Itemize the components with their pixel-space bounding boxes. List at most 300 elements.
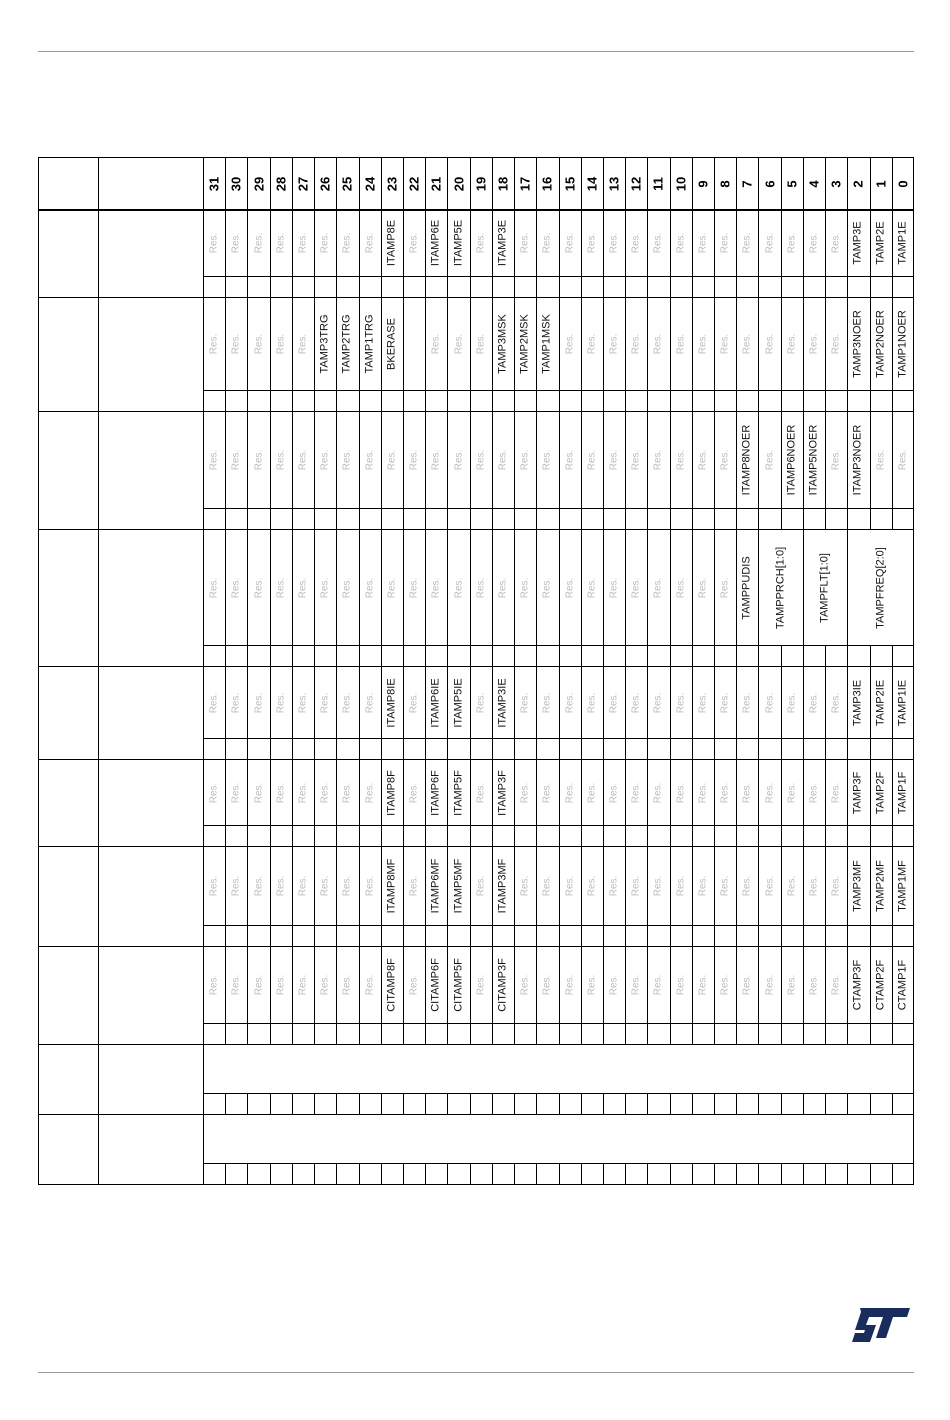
bit-number-5: 5: [784, 179, 800, 188]
reserved-bit: Res.: [764, 974, 776, 996]
reserved-bit: Res.: [586, 577, 598, 598]
field-tamp3trg: TAMP3TRG: [318, 314, 331, 374]
field-divider: [336, 298, 337, 390]
reset-cell-divider: [292, 738, 293, 760]
reserved-bit: Res.: [675, 692, 687, 713]
reset-cell-divider: [647, 825, 648, 847]
field-divider: [514, 947, 515, 1023]
reserved-bit: Res.: [630, 232, 642, 254]
field-divider: [603, 412, 604, 508]
reset-cell-divider: [692, 1163, 693, 1185]
reset-cell-divider: [847, 645, 848, 667]
field-divider: [492, 412, 493, 508]
field-divider: [581, 530, 582, 645]
reset-cell-divider: [514, 508, 515, 530]
reset-cell-divider: [381, 925, 382, 947]
reset-cell-divider: [625, 1163, 626, 1185]
reset-cell-divider: [359, 1093, 360, 1115]
section-divider: [38, 1044, 914, 1045]
reset-cell-divider: [359, 925, 360, 947]
reserved-bit: Res.: [297, 875, 309, 897]
field-divider: [670, 412, 671, 508]
reserved-bit: Res.: [408, 449, 420, 471]
field-divider: [559, 847, 560, 925]
field-divider: [559, 947, 560, 1023]
reserved-bit: Res.: [341, 449, 353, 471]
reset-cell-divider: [825, 1163, 826, 1185]
reset-cell-divider: [381, 1023, 382, 1045]
reserved-bit: Res.: [453, 577, 465, 598]
reserved-bit: Res.: [764, 449, 776, 471]
reset-cell-divider: [581, 1023, 582, 1045]
reset-cell-divider: [336, 738, 337, 760]
field-divider: [692, 947, 693, 1023]
reserved-bit: Res.: [408, 577, 420, 598]
reset-cell-divider: [336, 508, 337, 530]
reset-cell-divider: [736, 645, 737, 667]
field-tamp1msk: TAMP1MSK: [540, 314, 553, 374]
reserved-bit: Res.: [697, 577, 709, 598]
reserved-bit: Res.: [230, 974, 242, 996]
reserved-bit: Res.: [608, 875, 620, 897]
reset-cell-divider: [714, 390, 715, 412]
field-divider: [536, 412, 537, 508]
field-divider: [247, 210, 248, 276]
field-divider: [736, 530, 737, 645]
field-divider: [514, 210, 515, 276]
reserved-bit: Res.: [230, 692, 242, 713]
section-divider: [38, 529, 914, 530]
field-itamp8ie: ITAMP8IE: [385, 677, 398, 728]
reserved-bit: Res.: [230, 232, 242, 254]
bit-number-14: 14: [584, 176, 600, 191]
reset-cell-divider: [314, 1163, 315, 1185]
reset-cell-divider: [847, 1093, 848, 1115]
reserved-bit: Res.: [230, 449, 242, 471]
reset-cell-divider: [603, 645, 604, 667]
reset-cell-divider: [270, 925, 271, 947]
reset-cell-divider: [225, 508, 226, 530]
field-divider: [581, 210, 582, 276]
field-divider: [692, 667, 693, 738]
reserved-bit: Res.: [786, 782, 798, 803]
reserved-bit: Res.: [675, 875, 687, 897]
field-divider: [470, 412, 471, 508]
field-tamp2msk: TAMP2MSK: [518, 314, 531, 374]
bit-col-divider: [292, 157, 293, 210]
reserved-bit: Res.: [297, 449, 309, 471]
reset-cell-divider: [270, 390, 271, 412]
reserved-bit: Res.: [253, 449, 265, 471]
reset-cell-divider: [892, 825, 893, 847]
field-divider: [359, 530, 360, 645]
field-divider: [336, 210, 337, 276]
field-divider: [647, 412, 648, 508]
field-itamp8e: ITAMP8E: [385, 219, 398, 267]
reserved-bit: Res.: [741, 232, 753, 254]
reset-cell-divider: [247, 825, 248, 847]
reset-cell-divider: [781, 276, 782, 298]
reset-cell-divider: [536, 1093, 537, 1115]
field-divider: [559, 530, 560, 645]
field-divider: [514, 412, 515, 508]
field-tamp3noer: TAMP3NOER: [851, 310, 864, 378]
reset-cell-divider: [825, 276, 826, 298]
field-tamp2mf: TAMP2MF: [874, 860, 887, 912]
reset-cell-divider: [559, 276, 560, 298]
reset-cell-divider: [559, 508, 560, 530]
bit-number-7: 7: [739, 179, 755, 188]
reset-cell-divider: [825, 390, 826, 412]
field-divider: [225, 530, 226, 645]
field-divider: [225, 760, 226, 825]
field-divider: [758, 847, 759, 925]
reset-cell-divider: [692, 925, 693, 947]
field-divider: [758, 760, 759, 825]
reset-cell-divider: [292, 1093, 293, 1115]
bit-number-2: 2: [850, 179, 866, 188]
section-divider: [38, 946, 914, 947]
field-divider: [381, 530, 382, 645]
reset-cell-divider: [870, 276, 871, 298]
reset-cell-divider: [625, 825, 626, 847]
reserved-bit: Res.: [608, 232, 620, 254]
reserved-bit: Res.: [541, 232, 553, 254]
field-tamp1e: TAMP1E: [896, 221, 909, 265]
reserved-bit: Res.: [319, 692, 331, 713]
field-divider: [447, 667, 448, 738]
field-divider: [270, 667, 271, 738]
field-divider: [625, 298, 626, 390]
bit-number-19: 19: [473, 176, 489, 191]
reset-cell-divider: [559, 1163, 560, 1185]
reserved-bit: Res.: [564, 692, 576, 713]
field-divider: [381, 210, 382, 276]
reserved-bit: Res.: [719, 449, 731, 471]
reset-cell-divider: [536, 1163, 537, 1185]
field-divider: [359, 947, 360, 1023]
field-divider: [647, 667, 648, 738]
reset-cell-divider: [847, 276, 848, 298]
field-divider: [247, 530, 248, 645]
reset-cell-divider: [447, 645, 448, 667]
bit-number-13: 13: [606, 176, 622, 191]
reset-cell-divider: [714, 276, 715, 298]
reset-cell-divider: [647, 390, 648, 412]
reserved-bit: Res.: [230, 782, 242, 803]
field-divider: [647, 530, 648, 645]
bit-number-15: 15: [562, 176, 578, 191]
reserved-bit: Res.: [652, 782, 664, 803]
reset-cell-divider: [514, 645, 515, 667]
bit-number-10: 10: [673, 176, 689, 191]
section-divider: [38, 411, 914, 412]
reset-cell-divider: [225, 925, 226, 947]
field-divider: [336, 947, 337, 1023]
reserved-bit: Res.: [208, 577, 220, 598]
field-divider: [625, 847, 626, 925]
field-divider: [647, 947, 648, 1023]
reset-cell-divider: [647, 508, 648, 530]
reserved-bit: Res.: [497, 577, 509, 598]
field-divider: [492, 760, 493, 825]
reset-cell-divider: [870, 1163, 871, 1185]
field-divider: [536, 947, 537, 1023]
bit-number-6: 6: [762, 179, 778, 188]
field-divider: [403, 760, 404, 825]
field-divider: [692, 412, 693, 508]
reset-cell-divider: [247, 1093, 248, 1115]
reset-cell-divider: [758, 645, 759, 667]
reserved-bit: Res.: [208, 875, 220, 897]
reserved-bit: Res.: [786, 692, 798, 713]
reset-cell-divider: [514, 1163, 515, 1185]
reset-cell-divider: [447, 1163, 448, 1185]
field-divider: [803, 412, 804, 508]
reset-cell-divider: [314, 825, 315, 847]
field-divider: [247, 847, 248, 925]
field-itamp5noer: ITAMP5NOER: [807, 424, 820, 496]
reset-cell-divider: [403, 1093, 404, 1115]
reset-cell-divider: [336, 825, 337, 847]
reset-cell-divider: [803, 1163, 804, 1185]
reserved-bit: Res.: [786, 974, 798, 996]
reserved-bit: Res.: [319, 782, 331, 803]
bit-col-divider: [247, 157, 248, 210]
field-divider: [247, 412, 248, 508]
reserved-bit: Res.: [630, 449, 642, 471]
field-divider: [625, 210, 626, 276]
field-divider: [536, 530, 537, 645]
field-tamp3e: TAMP3E: [851, 221, 864, 265]
reset-cell-divider: [514, 925, 515, 947]
field-divider: [736, 760, 737, 825]
reset-cell-divider: [758, 1093, 759, 1115]
reserved-bit: Res.: [453, 333, 465, 355]
reserved-bit: Res.: [519, 782, 531, 803]
reserved-bit: Res.: [697, 449, 709, 471]
reset-cell-divider: [736, 1023, 737, 1045]
field-divider: [314, 412, 315, 508]
reserved-bit: Res.: [808, 782, 820, 803]
reserved-bit: Res.: [652, 875, 664, 897]
bit-number-11: 11: [650, 176, 666, 191]
reset-cell-divider: [381, 276, 382, 298]
reserved-bit: Res.: [208, 232, 220, 254]
bit-number-0: 0: [895, 179, 911, 188]
field-itamp6noer: ITAMP6NOER: [785, 424, 798, 496]
field-divider: [581, 667, 582, 738]
field-divider: [603, 667, 604, 738]
reserved-bit: Res.: [586, 232, 598, 254]
field-tampprch10: TAMPPRCH[1:0]: [774, 546, 787, 629]
reserved-bit: Res.: [897, 449, 909, 471]
reset-cell-divider: [492, 925, 493, 947]
reset-cell-divider: [225, 390, 226, 412]
reserved-bit: Res.: [586, 692, 598, 713]
reset-cell-divider: [514, 1023, 515, 1045]
section-divider: [38, 1114, 914, 1115]
reserved-bit: Res.: [564, 232, 576, 254]
reset-cell-divider: [514, 390, 515, 412]
field-tamp2f: TAMP2F: [874, 771, 887, 814]
reserved-bit: Res.: [719, 577, 731, 598]
reset-cell-divider: [270, 738, 271, 760]
reset-cell-divider: [670, 1093, 671, 1115]
field-divider: [781, 947, 782, 1023]
field-divider: [425, 947, 426, 1023]
field-divider: [847, 298, 848, 390]
reset-cell-divider: [447, 925, 448, 947]
reserved-bit: Res.: [608, 333, 620, 355]
reserved-bit: Res.: [230, 577, 242, 598]
reserved-bit: Res.: [519, 692, 531, 713]
reset-cell-divider: [758, 1023, 759, 1045]
reset-cell-divider: [447, 1023, 448, 1045]
field-divider: [847, 412, 848, 508]
bit-col-divider: [692, 157, 693, 210]
field-divider: [714, 210, 715, 276]
reset-cell-divider: [536, 508, 537, 530]
field-divider: [714, 947, 715, 1023]
reset-cell-divider: [670, 1163, 671, 1185]
field-divider: [870, 847, 871, 925]
field-divider: [225, 667, 226, 738]
field-divider: [225, 298, 226, 390]
reserved-bit: Res.: [764, 692, 776, 713]
reserved-bit: Res.: [564, 974, 576, 996]
reset-cell-divider: [803, 276, 804, 298]
reserved-bit: Res.: [297, 692, 309, 713]
bit-number-30: 30: [228, 176, 244, 191]
reset-cell-divider: [536, 925, 537, 947]
reset-cell-divider: [314, 276, 315, 298]
reset-cell-divider: [292, 390, 293, 412]
field-divider: [803, 847, 804, 925]
bit-col-divider: [559, 157, 560, 210]
reserved-bit: Res.: [808, 875, 820, 897]
reset-cell-divider: [292, 508, 293, 530]
field-divider: [403, 667, 404, 738]
field-divider: [447, 947, 448, 1023]
reserved-bit: Res.: [364, 875, 376, 897]
reserved-bit: Res.: [541, 782, 553, 803]
col-divider-offset: [98, 157, 99, 1185]
bit-col-divider: [581, 157, 582, 210]
field-divider: [359, 760, 360, 825]
reset-cell-divider: [247, 390, 248, 412]
reset-cell-divider: [714, 508, 715, 530]
reserved-bit: Res.: [319, 577, 331, 598]
reserved-bit: Res.: [764, 782, 776, 803]
reset-cell-divider: [492, 738, 493, 760]
field-divider: [381, 847, 382, 925]
reserved-bit: Res.: [675, 577, 687, 598]
field-divider: [670, 667, 671, 738]
bit-col-divider: [336, 157, 337, 210]
field-divider: [514, 530, 515, 645]
reserved-bit: Res.: [319, 974, 331, 996]
field-divider: [314, 210, 315, 276]
field-divider: [359, 210, 360, 276]
field-divider: [647, 210, 648, 276]
field-divider: [470, 530, 471, 645]
reset-cell-divider: [403, 645, 404, 667]
reset-cell-divider: [247, 738, 248, 760]
field-itamp8f: ITAMP8F: [385, 769, 398, 816]
field-divider: [803, 760, 804, 825]
field-divider: [892, 667, 893, 738]
reset-cell-divider: [270, 508, 271, 530]
reserved-bit: Res.: [830, 875, 842, 897]
field-divider: [247, 947, 248, 1023]
reset-cell-divider: [425, 645, 426, 667]
reset-cell-divider: [603, 276, 604, 298]
field-divider: [781, 667, 782, 738]
field-divider: [825, 298, 826, 390]
reset-cell-divider: [314, 738, 315, 760]
field-tamp3ie: TAMP3IE: [851, 679, 864, 726]
field-tamp2e: TAMP2E: [874, 221, 887, 265]
bit-col-divider: [225, 157, 226, 210]
reset-cell-divider: [292, 276, 293, 298]
reset-cell-divider: [381, 390, 382, 412]
field-divider: [314, 947, 315, 1023]
reset-cell-divider: [736, 390, 737, 412]
field-divider: [270, 530, 271, 645]
field-divider: [803, 530, 804, 645]
reserved-bit: Res.: [586, 875, 598, 897]
reset-cell-divider: [381, 508, 382, 530]
reset-cell-divider: [825, 925, 826, 947]
field-divider: [870, 210, 871, 276]
reset-cell-divider: [625, 1023, 626, 1045]
field-divider: [847, 530, 848, 645]
field-divider: [670, 947, 671, 1023]
reset-cell-divider: [470, 276, 471, 298]
reset-cell-divider: [736, 925, 737, 947]
field-divider: [625, 760, 626, 825]
field-divider: [559, 412, 560, 508]
reset-cell-divider: [470, 1023, 471, 1045]
reserved-bit: Res.: [741, 692, 753, 713]
field-divider: [825, 210, 826, 276]
field-divider: [870, 298, 871, 390]
field-itamp6e: ITAMP6E: [429, 219, 442, 267]
reserved-bit: Res.: [786, 333, 798, 355]
reserved-bit: Res.: [253, 875, 265, 897]
field-divider: [359, 667, 360, 738]
field-divider: [359, 412, 360, 508]
bit-col-divider: [270, 157, 271, 210]
reserved-bit: Res.: [764, 875, 776, 897]
reserved-bit: Res.: [719, 232, 731, 254]
reset-cell-divider: [425, 390, 426, 412]
reserved-bit: Res.: [697, 782, 709, 803]
reset-cell-divider: [670, 1023, 671, 1045]
field-citamp8f: CITAMP8F: [385, 958, 398, 1012]
reset-cell-divider: [870, 738, 871, 760]
reset-cell-divider: [492, 645, 493, 667]
reserved-bit: Res.: [475, 692, 487, 713]
reset-cell-divider: [603, 825, 604, 847]
reserved-bit: Res.: [253, 974, 265, 996]
reset-cell-divider: [625, 508, 626, 530]
field-divider: [425, 298, 426, 390]
reset-cell-divider: [559, 1093, 560, 1115]
reset-cell-divider: [336, 925, 337, 947]
reserved-bit: Res.: [208, 449, 220, 471]
